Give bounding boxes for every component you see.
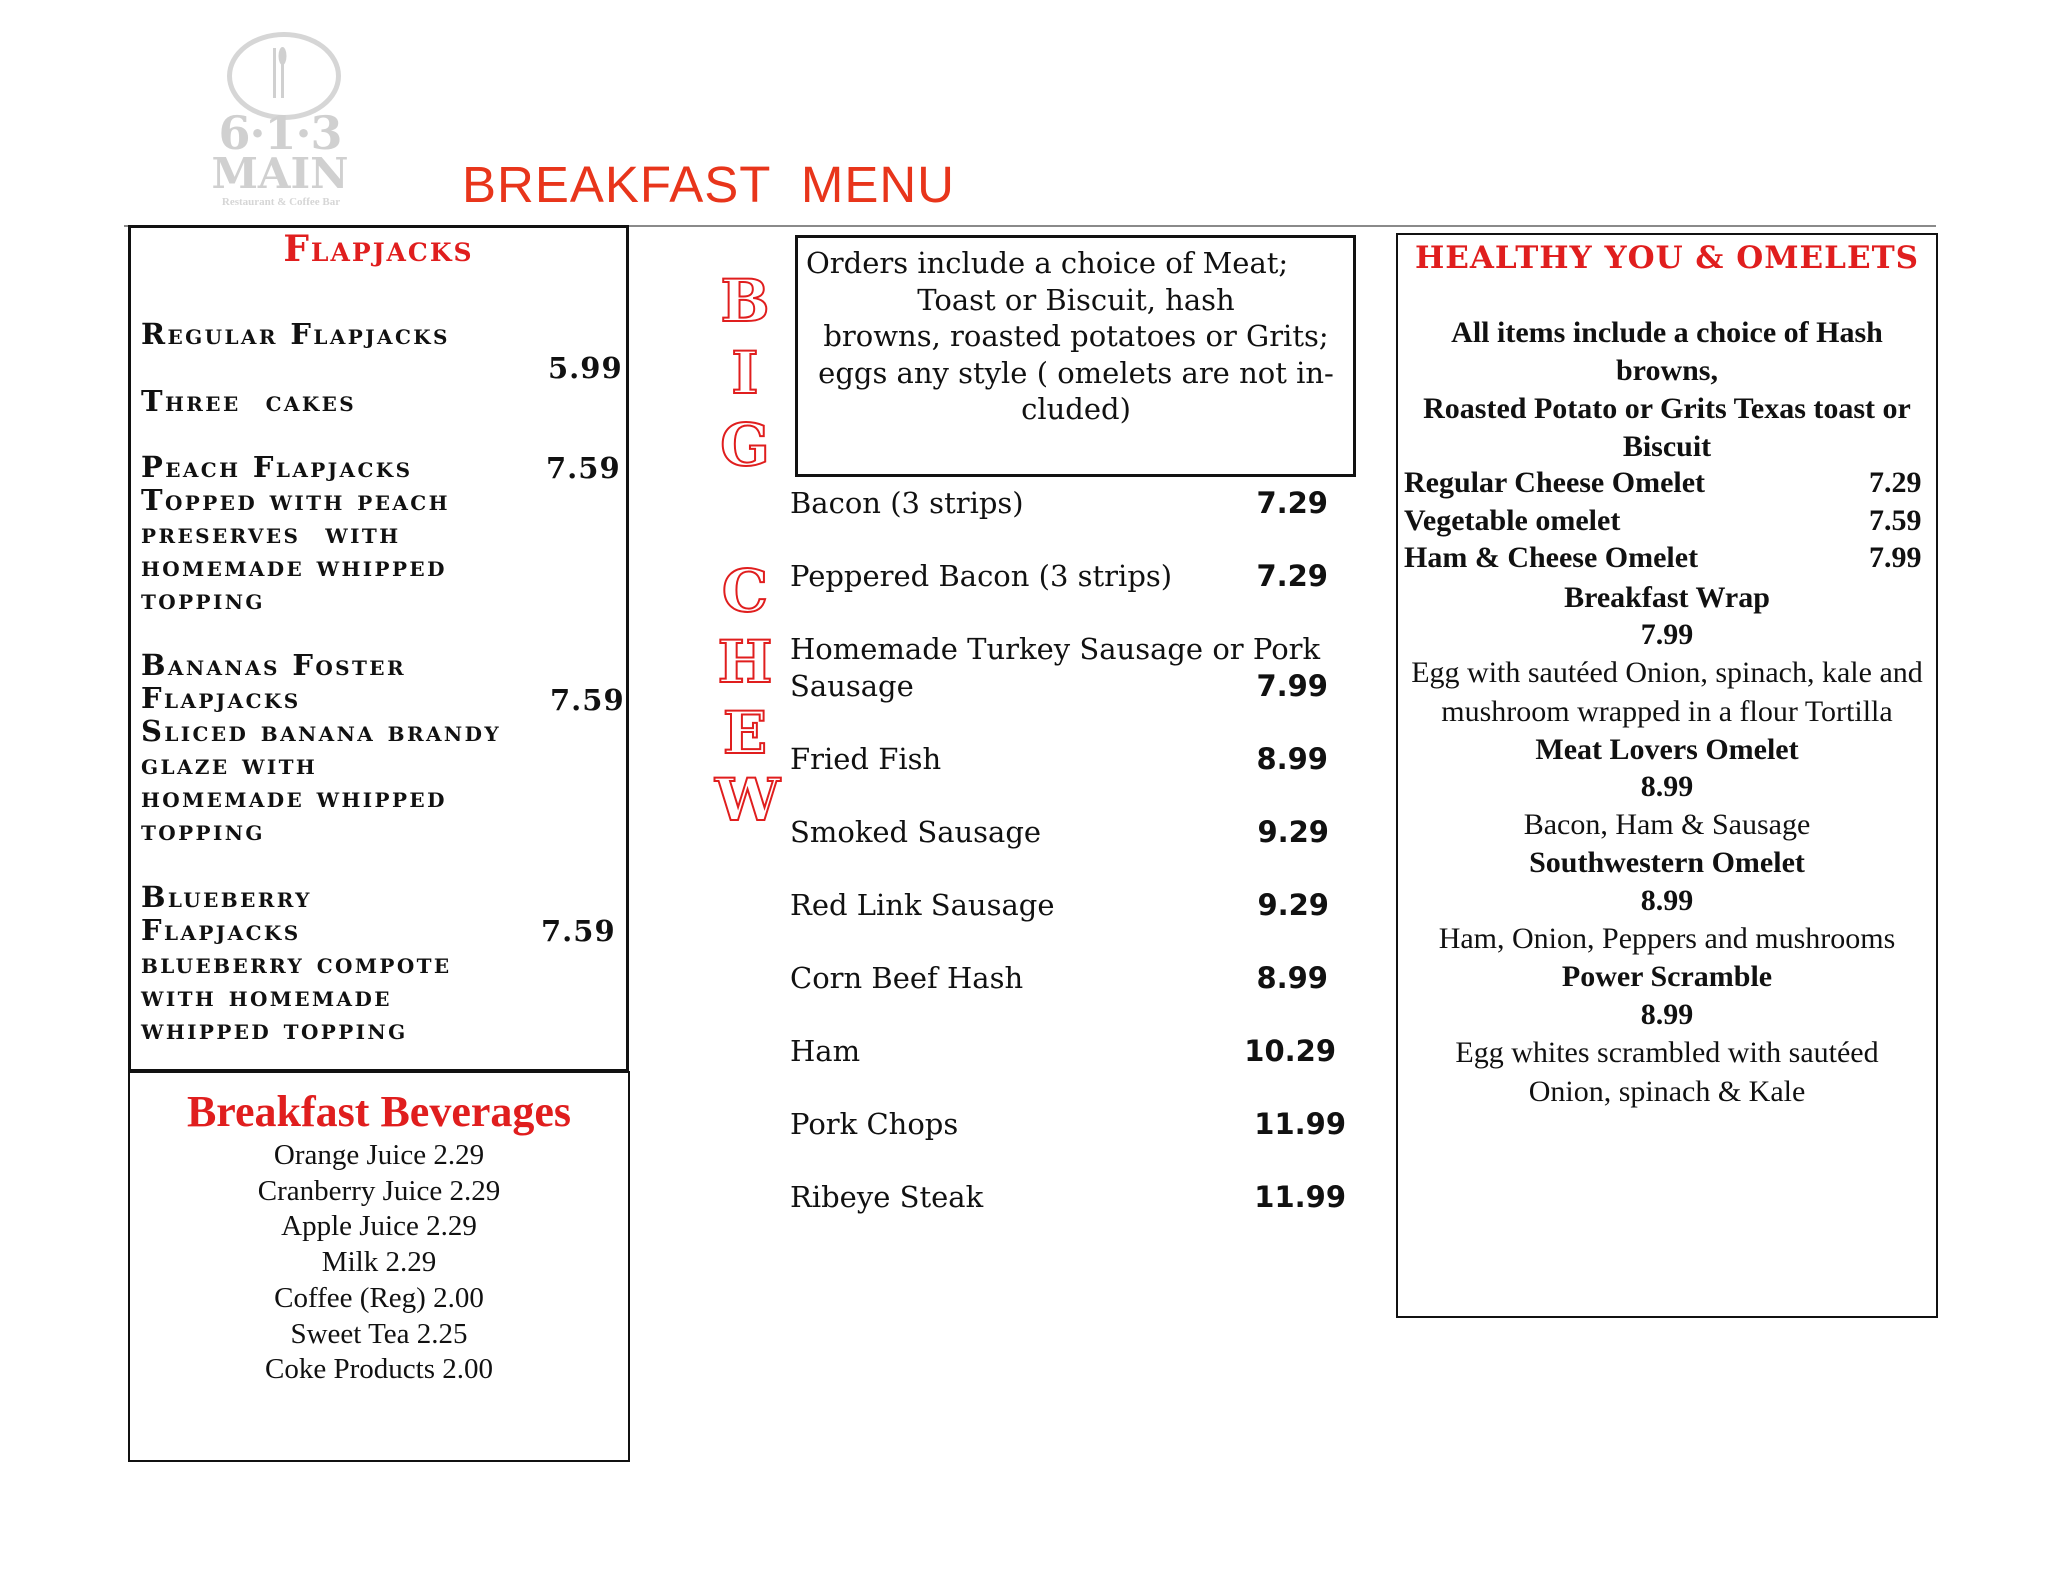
flapjack-regular-price: 5.99 [548,351,623,385]
orders-note-line: eggs any style ( omelets are not in- [818,355,1334,390]
logo-number: 6·1·3 [218,106,342,160]
wrap-desc: mushroom wrapped in a flour Tortilla [1441,695,1893,728]
big-chew-letter: E [722,699,768,767]
wrap-desc: Egg with sautéed Onion, spinach, kale and [1411,656,1923,689]
orders-note-line: Toast or Biscuit, hash [917,282,1235,317]
southwestern-name: Southwestern Omelet [1529,846,1805,879]
orders-note-text [806,245,1346,428]
healthy-intro [1398,314,1936,466]
meat-item-name: Homemade Turkey Sausage or Pork [790,632,1321,666]
big-chew-letter: G [720,411,770,479]
beverage-item: Coke Products 2.00 [265,1353,493,1386]
flapjack-bananas-name: Flapjacks [141,681,301,715]
power-scramble-price: 8.99 [1640,998,1694,1031]
meat-item-price: 7.99 [1256,669,1328,703]
beverages-list [128,1138,630,1388]
flapjack-peach-name: Peach Flapjacks [141,450,413,484]
flapjack-blueberry-name: Flapjacks [141,913,301,947]
flapjack-regular-desc: Three cakes [141,384,357,418]
meat-item-name: Ribeye Steak [790,1180,984,1214]
wrap-price: 7.99 [1640,618,1694,651]
healthy-intro-line: All items include a choice of Hash browns, [1451,316,1883,387]
beverage-item: Coffee (Reg) 2.00 [274,1281,484,1314]
meat-item-price: 7.29 [1256,486,1328,520]
meat-item-name: Smoked Sausage [790,815,1042,849]
meat-item-price: 9.29 [1257,888,1329,922]
meat-item-price: 9.29 [1257,815,1329,849]
omelet-price: 7.59 [1869,504,1922,537]
beverages-heading: Breakfast Beverages [186,1087,572,1136]
meat-item-name: Pork Chops [790,1107,959,1141]
flapjack-bananas-price: 7.59 [550,683,625,717]
orders-note-line: browns, roasted potatoes or Grits; [823,319,1329,353]
meat-lovers-price: 8.99 [1640,770,1694,803]
southwestern-price: 8.99 [1640,884,1694,917]
omelet-name: Ham & Cheese Omelet [1404,541,1699,574]
utensils-icon [270,42,288,102]
wrap-name: Breakfast Wrap [1564,581,1770,614]
meat-item-name: Sausage [790,669,914,703]
flapjack-peach-desc: homemade whipped [141,549,447,583]
meat-item-name: Corn Beef Hash [790,961,1024,995]
omelet-price: 7.99 [1869,541,1922,574]
restaurant-logo [210,32,360,212]
flapjack-blueberry-desc: whipped topping [141,1012,408,1046]
power-scramble-desc: Onion, spinach & Kale [1528,1075,1806,1108]
flapjack-blueberry-desc: with homemade [141,979,392,1013]
flapjack-blueberry-desc: blueberry compote [141,946,452,980]
healthy-intro-line: Biscuit [1622,430,1712,463]
meat-lovers-name: Meat Lovers Omelet [1535,733,1799,766]
beverage-item: Sweet Tea 2.25 [290,1317,468,1350]
orders-note-line: cluded) [1021,392,1131,426]
healthy-intro-line: Roasted Potato or Grits Texas toast or [1423,392,1911,425]
omelet-name: Vegetable omelet [1404,504,1621,537]
logo-word: MAIN [211,149,349,198]
flapjack-regular-name: Regular Flapjacks [141,317,450,351]
logo-tagline: Restaurant & Coffee Bar [221,196,341,208]
meat-item-price: 8.99 [1256,742,1328,776]
big-chew-letter: I [731,339,759,407]
flapjack-peach-price: 7.59 [546,451,621,485]
big-chew-letter: B [720,267,770,335]
meat-item-name: Ham [790,1034,861,1068]
flapjack-blueberry-price: 7.59 [541,914,616,948]
flapjack-peach-desc: topping [141,582,265,616]
meat-item-name: Red Link Sausage [790,888,1055,922]
meat-item-price: 8.99 [1256,961,1328,995]
flapjack-blueberry-name: Blueberry [141,880,312,914]
flapjacks-heading: Flapjacks [283,228,474,270]
orders-note-line: Orders include a choice of Meat; [806,246,1289,280]
meat-item-price: 7.29 [1256,559,1328,593]
meat-item-price: 11.99 [1254,1107,1346,1141]
big-chew-letter: H [717,628,773,696]
meat-lovers-desc: Bacon, Ham & Sausage [1523,808,1811,841]
southwestern-desc: Ham, Onion, Peppers and mushrooms [1438,922,1896,955]
flapjack-bananas-name: Bananas Foster [141,648,406,682]
meat-item-price: 10.29 [1244,1034,1336,1068]
flapjack-bananas-desc: Sliced banana brandy [141,714,502,748]
beverage-item: Apple Juice 2.29 [281,1210,477,1243]
flapjack-peach-desc: Topped with peach [141,483,450,517]
menu-title: BREAKFAST MENU [462,156,956,213]
omelet-name: Regular Cheese Omelet [1404,466,1706,499]
meat-item-name: Bacon (3 strips) [790,486,1024,520]
flapjack-peach-desc: preserves with [141,516,401,550]
flapjack-bananas-desc: homemade whipped [141,780,447,814]
big-chew-letter: C [721,557,769,625]
meat-item-name: Fried Fish [790,742,942,776]
healthy-heading: HEALTHY YOU & OMELETS [1414,240,1920,276]
flapjack-bananas-desc: glaze with [141,747,318,781]
beverage-item: Cranberry Juice 2.29 [257,1174,501,1207]
flapjack-bananas-desc: topping [141,813,265,847]
power-scramble-desc: Egg whites scrambled with sautéed [1455,1036,1879,1069]
meat-item-name: Peppered Bacon (3 strips) [790,559,1173,593]
beverage-item: Orange Juice 2.29 [273,1139,485,1171]
meat-item-price: 11.99 [1254,1180,1346,1214]
omelet-price: 7.29 [1869,466,1922,499]
beverage-item: Milk 2.29 [321,1246,437,1279]
big-chew-letter: W [715,766,781,834]
power-scramble-name: Power Scramble [1561,960,1773,993]
